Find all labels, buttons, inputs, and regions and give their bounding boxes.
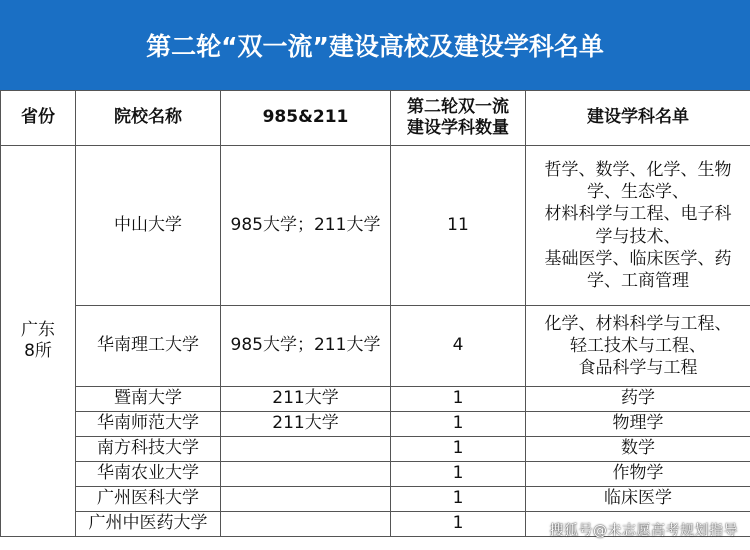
subject-line: 轻工技术与工程、: [570, 335, 706, 356]
count-cell: 4: [391, 306, 526, 387]
count-cell: 1: [391, 437, 526, 462]
count-cell: 1: [391, 487, 526, 512]
table-row: [1, 437, 750, 462]
tier-cell: 985大学；211大学: [221, 146, 391, 306]
page-title: 第二轮“双一流”建设高校及建设学科名单: [0, 0, 750, 90]
tier-cell: [221, 437, 391, 462]
tier-cell: 211大学: [221, 412, 391, 437]
province-name: 广东: [21, 319, 55, 340]
tier-cell: [221, 487, 391, 512]
subjects-cell: 药学: [526, 387, 750, 412]
table-row: [1, 306, 750, 387]
table-row: [1, 412, 750, 437]
subjects-cell: 物理学: [526, 412, 750, 437]
table-row: [1, 462, 750, 487]
count-cell: 1: [391, 462, 526, 487]
header-tier: 985&211: [221, 91, 391, 146]
school-name: 广州医科大学: [76, 487, 221, 512]
subjects-cell: 数学: [526, 437, 750, 462]
subjects-cell: 作物学: [526, 462, 750, 487]
school-name: 暨南大学: [76, 387, 221, 412]
subject-line: 学、生态学、: [587, 182, 689, 203]
header-count: [391, 91, 526, 146]
school-name: 广州中医药大学: [76, 512, 221, 537]
count-cell: 1: [391, 387, 526, 412]
school-name: 中山大学: [76, 146, 221, 306]
subjects-cell: [526, 146, 750, 306]
header-row: [1, 91, 750, 146]
table-row: [1, 146, 750, 306]
tier-cell: [221, 512, 391, 537]
subjects-cell: 临床医学: [526, 487, 750, 512]
header-count-line1: 第二轮双一流: [407, 96, 509, 117]
tier-cell: 211大学: [221, 387, 391, 412]
subject-line: 化学、材料科学与工程、: [544, 313, 732, 334]
table-row: [1, 387, 750, 412]
table-row: [1, 487, 750, 512]
header-count-line2: 建设学科数量: [407, 118, 509, 138]
subject-line: 基础医学、临床医学、药: [544, 248, 732, 269]
subject-line: 学、工商管理: [587, 270, 689, 291]
province-cell: [1, 146, 76, 537]
count-cell: 11: [391, 146, 526, 306]
subject-line: 食品科学与工程: [578, 358, 698, 379]
count-cell: 1: [391, 412, 526, 437]
school-name: 华南师范大学: [76, 412, 221, 437]
count-cell: 1: [391, 512, 526, 537]
province-count: 8所: [24, 341, 52, 361]
header-school: 院校名称: [76, 91, 221, 146]
tier-cell: 985大学；211大学: [221, 306, 391, 387]
university-table: [0, 90, 750, 537]
school-name: 华南理工大学: [76, 306, 221, 387]
subject-line: 哲学、数学、化学、生物: [544, 160, 732, 181]
school-name: 华南农业大学: [76, 462, 221, 487]
school-name: 南方科技大学: [76, 437, 221, 462]
header-subjects: 建设学科名单: [526, 91, 750, 146]
watermark: 搜狐号@未志愿高考规划指导: [549, 523, 738, 539]
header-province: 省份: [1, 91, 76, 146]
subjects-cell: [526, 306, 750, 387]
subject-line: 材料科学与工程、电子科: [544, 204, 732, 225]
subject-line: 学与技术、: [595, 226, 681, 247]
tier-cell: [221, 462, 391, 487]
